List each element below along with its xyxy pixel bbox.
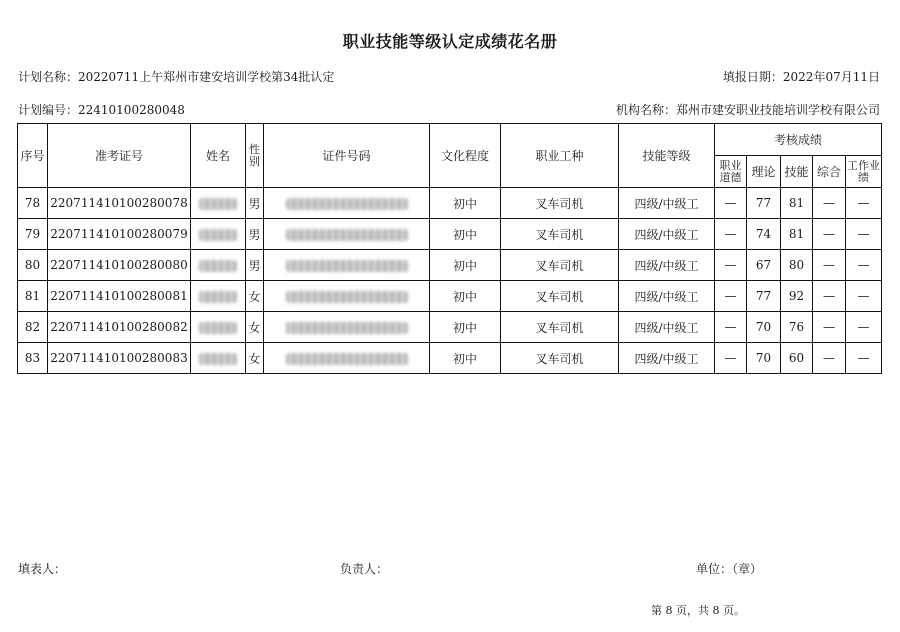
cell-name-redacted [191,343,246,374]
cell-occupation: 叉车司机 [501,188,619,219]
cell-performance: — [846,343,882,374]
cell-theory: 74 [747,219,781,250]
redacted-id-number [286,229,408,241]
cell-theory: 67 [747,250,781,281]
cell-performance: — [846,312,882,343]
cell-overall: — [813,312,846,343]
redacted-name [199,198,237,210]
cell-skill: 60 [781,343,813,374]
cell-name-redacted [191,188,246,219]
redacted-name [199,322,237,334]
cell-name-redacted [191,281,246,312]
cell-ticket: 220711410100280079 [48,219,191,250]
cell-skill: 76 [781,312,813,343]
redacted-name [199,353,237,365]
cell-overall: — [813,343,846,374]
cell-performance: — [846,188,882,219]
table-row [18,250,882,281]
cell-skill-level: 四级/中级工 [619,281,715,312]
responsible-signature-label: 负责人： [340,562,389,576]
plan-name: 计划名称：20220711上午郑州市建安培训学校第34批认定 [18,70,335,84]
cell-occupation: 叉车司机 [501,312,619,343]
table-row [18,188,882,219]
cell-seq: 80 [18,250,48,281]
header-row [18,124,882,156]
cell-education: 初中 [430,188,501,219]
cell-skill-level: 四级/中级工 [619,250,715,281]
redacted-id-number [286,353,408,365]
cell-education: 初中 [430,343,501,374]
cell-theory: 77 [747,188,781,219]
cell-gender: 男 [246,188,264,219]
cell-theory: 70 [747,312,781,343]
col-skill: 技能 [781,156,813,188]
cell-occupation: 叉车司机 [501,250,619,281]
cell-occupation: 叉车司机 [501,219,619,250]
cell-skill: 81 [781,188,813,219]
redacted-id-number [286,322,408,334]
redacted-name [199,291,237,303]
col-group-scores: 考核成绩 [715,124,882,156]
cell-ethics: — [715,188,747,219]
score-roster-table [17,123,882,374]
cell-performance: — [846,281,882,312]
cell-ticket: 220711410100280078 [48,188,191,219]
col-occupation: 职业工种 [501,124,619,188]
fill-date: 填报日期：2022年07月11日 [722,70,880,84]
cell-ticket: 220711410100280082 [48,312,191,343]
col-gender: 性别 [246,124,264,188]
cell-occupation: 叉车司机 [501,343,619,374]
cell-id-redacted [264,250,430,281]
cell-id-redacted [264,281,430,312]
cell-ethics: — [715,219,747,250]
col-name: 姓名 [191,124,246,188]
table-row [18,343,882,374]
page-indicator: 第 8 页，共 8 页。 [651,604,745,617]
cell-education: 初中 [430,219,501,250]
filler-signature-label: 填表人： [18,562,67,576]
cell-gender: 男 [246,219,264,250]
cell-skill: 92 [781,281,813,312]
cell-gender: 女 [246,343,264,374]
cell-gender: 男 [246,250,264,281]
cell-seq: 79 [18,219,48,250]
cell-skill: 81 [781,219,813,250]
cell-education: 初中 [430,312,501,343]
cell-overall: — [813,281,846,312]
redacted-id-number [286,260,408,272]
col-seq: 序号 [18,124,48,188]
cell-theory: 77 [747,281,781,312]
cell-id-redacted [264,312,430,343]
col-theory: 理论 [747,156,781,188]
redacted-id-number [286,291,408,303]
col-education: 文化程度 [430,124,501,188]
cell-gender: 女 [246,281,264,312]
cell-ticket: 220711410100280080 [48,250,191,281]
cell-seq: 81 [18,281,48,312]
cell-ethics: — [715,281,747,312]
cell-education: 初中 [430,250,501,281]
table-row [18,281,882,312]
plan-number: 计划编号：22410100280048 [18,103,185,117]
cell-id-redacted [264,188,430,219]
cell-ticket: 220711410100280081 [48,281,191,312]
col-performance: 工作业绩 [846,156,882,188]
cell-ethics: — [715,312,747,343]
col-overall: 综合 [813,156,846,188]
cell-seq: 82 [18,312,48,343]
table-row [18,312,882,343]
cell-theory: 70 [747,343,781,374]
col-skill-level: 技能等级 [619,124,715,188]
col-id-number: 证件号码 [264,124,430,188]
unit-seal-label: 单位：（章） [696,562,763,576]
cell-name-redacted [191,250,246,281]
cell-skill-level: 四级/中级工 [619,343,715,374]
cell-gender: 女 [246,312,264,343]
cell-ticket: 220711410100280083 [48,343,191,374]
col-ticket: 准考证号 [48,124,191,188]
cell-performance: — [846,250,882,281]
cell-performance: — [846,219,882,250]
cell-seq: 83 [18,343,48,374]
col-ethics: 职业道德 [715,156,747,188]
table-row [18,219,882,250]
cell-skill-level: 四级/中级工 [619,188,715,219]
cell-overall: — [813,188,846,219]
cell-ethics: — [715,250,747,281]
cell-name-redacted [191,219,246,250]
page-title: 职业技能等级认定成绩花名册 [342,32,558,51]
redacted-name [199,229,237,241]
redacted-id-number [286,198,408,210]
cell-id-redacted [264,219,430,250]
cell-skill: 80 [781,250,813,281]
cell-occupation: 叉车司机 [501,281,619,312]
cell-skill-level: 四级/中级工 [619,312,715,343]
cell-id-redacted [264,343,430,374]
cell-seq: 78 [18,188,48,219]
cell-education: 初中 [430,281,501,312]
redacted-name [199,260,237,272]
organization-name: 机构名称：郑州市建安职业技能培训学校有限公司 [615,103,880,117]
cell-ethics: — [715,343,747,374]
cell-overall: — [813,250,846,281]
cell-overall: — [813,219,846,250]
cell-skill-level: 四级/中级工 [619,219,715,250]
cell-name-redacted [191,312,246,343]
